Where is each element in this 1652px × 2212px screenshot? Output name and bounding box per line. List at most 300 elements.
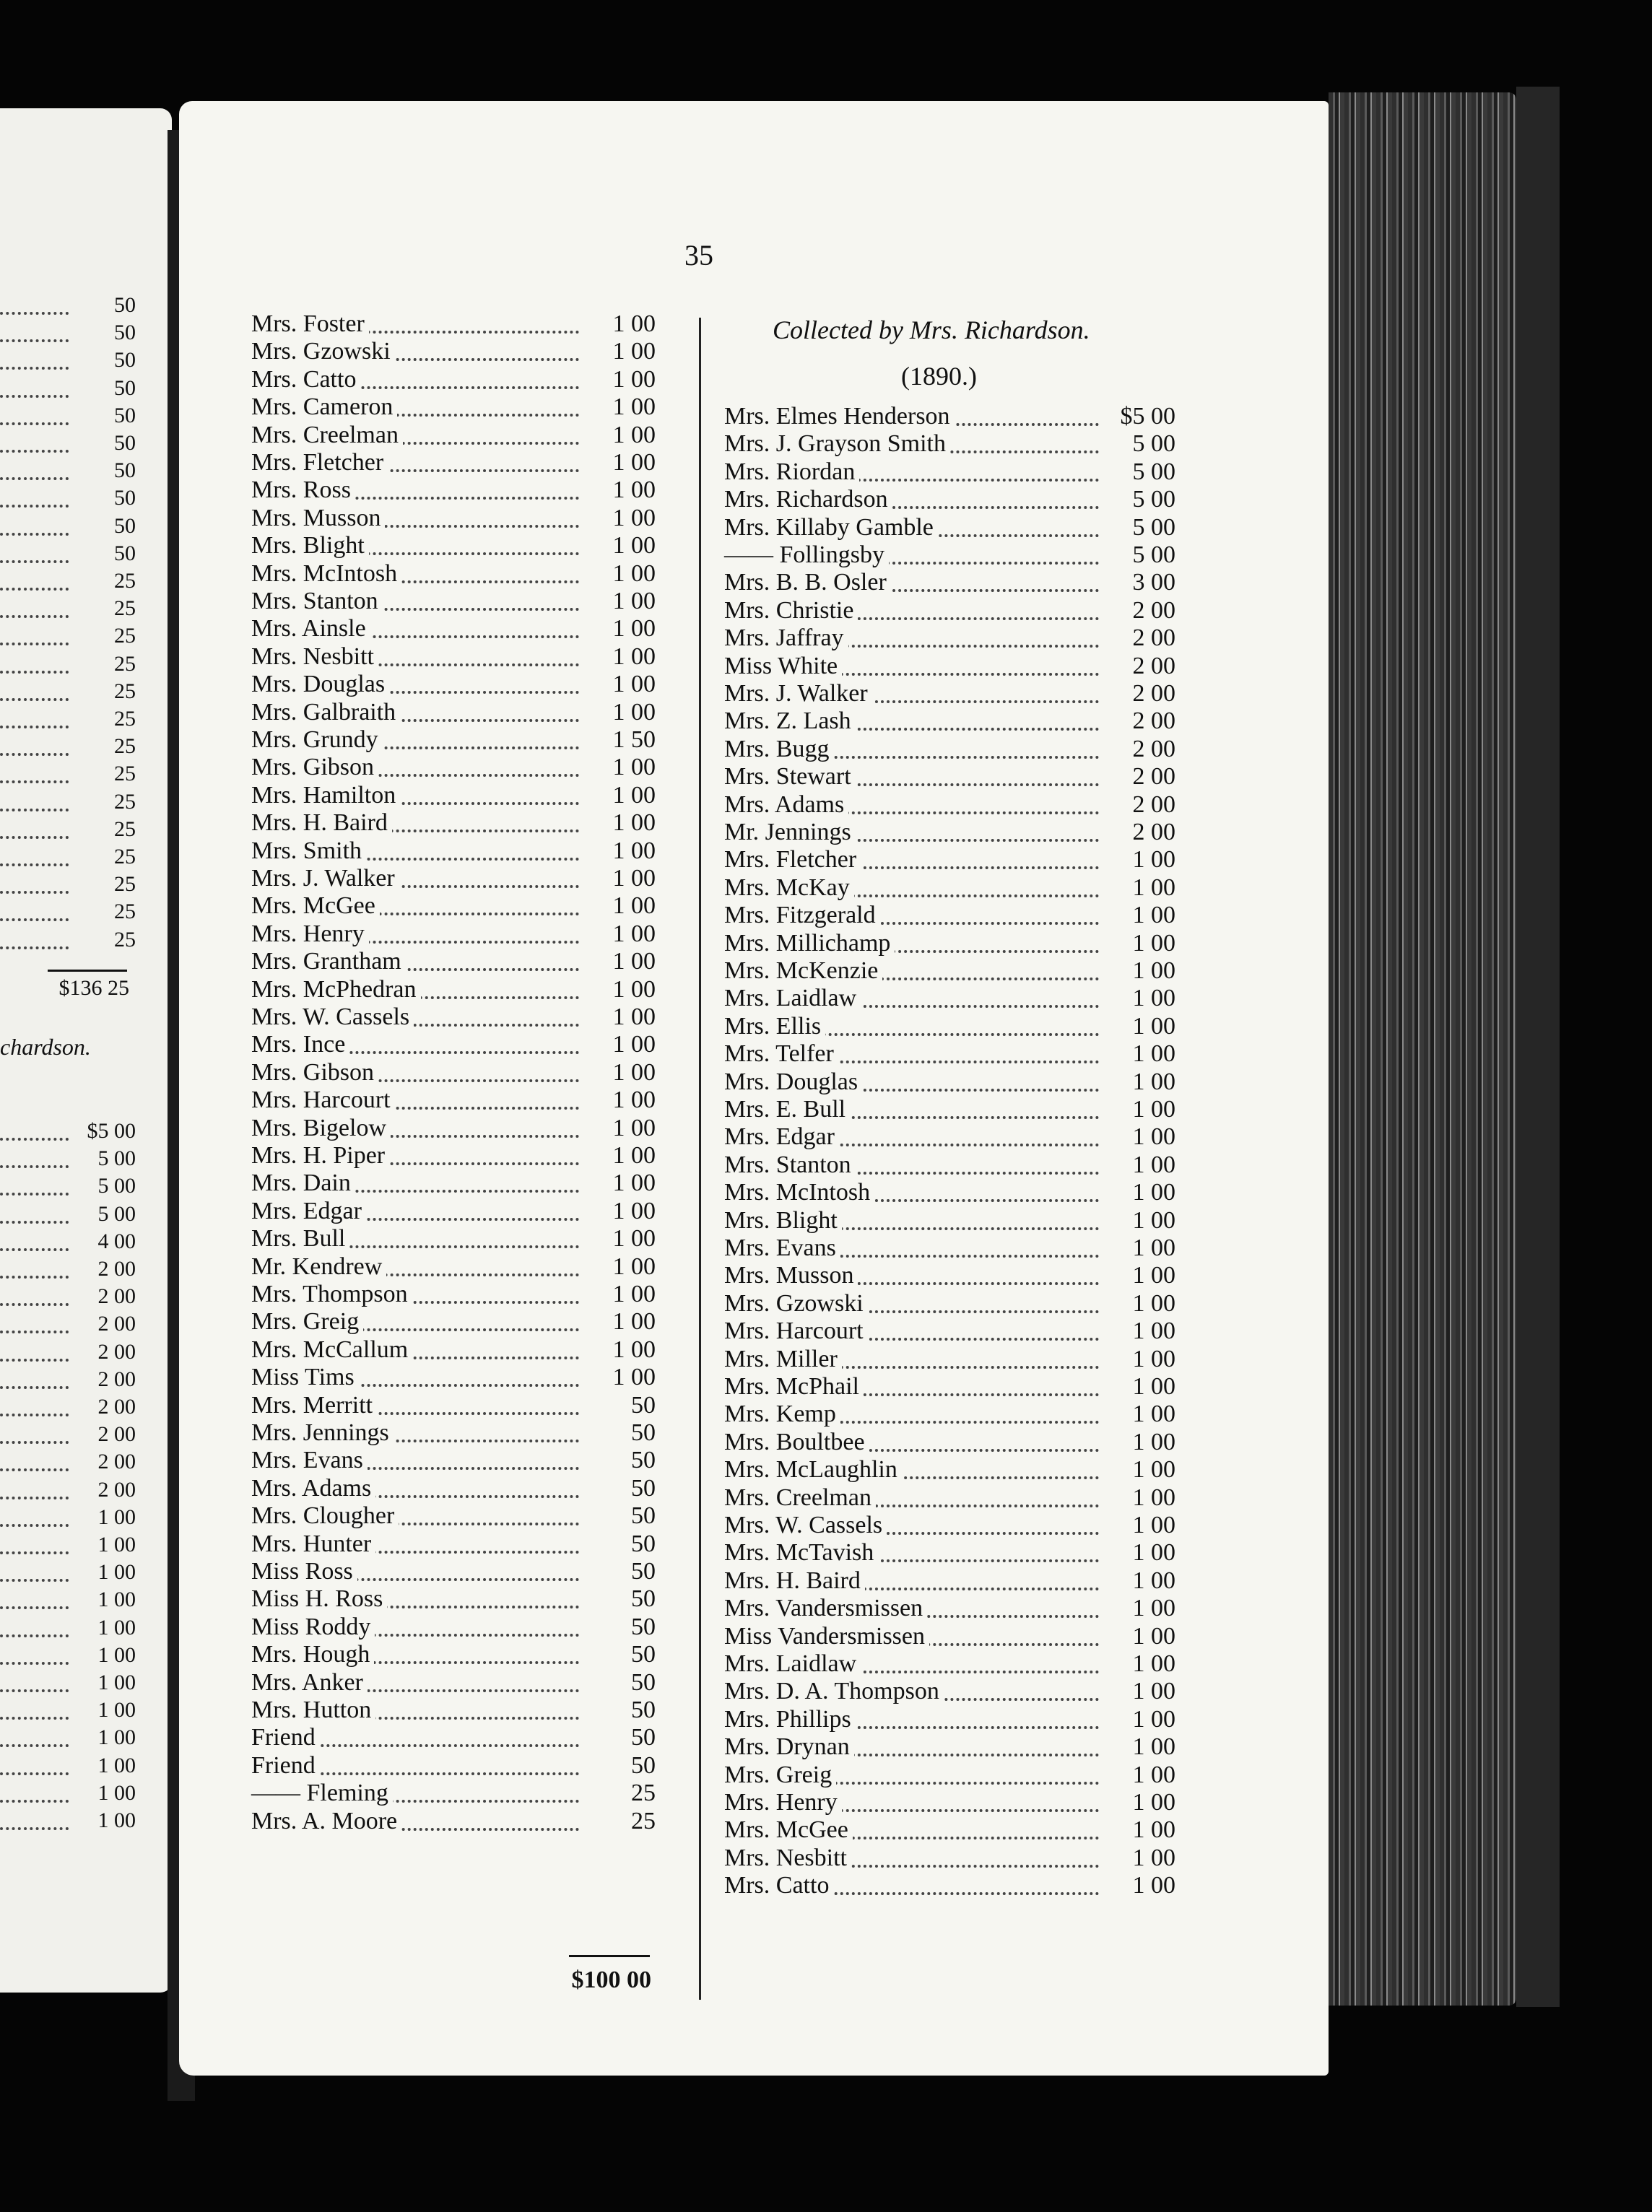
donation-amount: 1 00 bbox=[612, 393, 656, 421]
donation-amount: 50 bbox=[631, 1391, 656, 1419]
donation-amount: 5 00 bbox=[1132, 513, 1175, 541]
left-page-amount: 2 00 bbox=[97, 1312, 136, 1336]
donation-amount: 1 00 bbox=[1132, 1262, 1175, 1289]
left-page-amount: 1 00 bbox=[97, 1725, 136, 1750]
dot-leader bbox=[0, 422, 69, 453]
donation-amount: 1 00 bbox=[612, 310, 656, 337]
donor-name: Mrs. Vandersmissen bbox=[724, 1595, 927, 1622]
dot-leader bbox=[0, 836, 69, 866]
donor-name: Mrs. Kemp bbox=[724, 1401, 840, 1428]
dot-leader bbox=[0, 312, 69, 342]
left-page-total: $136 25 bbox=[58, 976, 129, 1000]
dot-leader bbox=[0, 643, 69, 674]
donor-name: Mrs. McPhail bbox=[724, 1373, 864, 1401]
donor-name: Mrs. Evans bbox=[724, 1235, 840, 1262]
dot-leader bbox=[0, 450, 69, 480]
donation-amount: 25 bbox=[631, 1807, 656, 1834]
donor-name: Friend bbox=[251, 1724, 320, 1751]
donor-name: Mrs. Hutton bbox=[251, 1697, 375, 1724]
left-total-rule bbox=[569, 1955, 650, 1957]
left-page-amount: 1 00 bbox=[97, 1560, 136, 1585]
donation-amount: 1 00 bbox=[1132, 1761, 1175, 1788]
donation-amount: 50 bbox=[631, 1585, 656, 1613]
column-divider bbox=[699, 318, 701, 2000]
left-page-amount: 4 00 bbox=[97, 1229, 136, 1253]
donor-name: Mrs. Evans bbox=[251, 1447, 368, 1474]
donation-amount: 5 00 bbox=[1132, 486, 1175, 513]
donation-amount: 1 00 bbox=[1132, 846, 1175, 874]
dot-leader bbox=[0, 1607, 69, 1637]
left-page-amount: 1 00 bbox=[97, 1533, 136, 1556]
donor-name: Mrs. J. Grayson Smith bbox=[724, 430, 950, 458]
donor-name: Mrs. Blight bbox=[251, 532, 369, 559]
donor-name: Mrs. Catto bbox=[251, 366, 360, 393]
donor-name: Mrs. Gzowski bbox=[724, 1290, 868, 1318]
donation-amount: 25 bbox=[631, 1780, 656, 1807]
donor-name: Mrs. Ross bbox=[251, 476, 355, 504]
dot-leader bbox=[0, 615, 69, 645]
dot-leader bbox=[0, 1303, 69, 1333]
dot-leader bbox=[0, 367, 69, 398]
dot-leader bbox=[0, 1745, 69, 1775]
donation-amount: 1 50 bbox=[612, 726, 656, 753]
dot-leader bbox=[0, 919, 69, 949]
donor-row bbox=[724, 403, 1175, 430]
left-page-amount: 5 00 bbox=[97, 1174, 136, 1198]
donation-amount: 1 00 bbox=[1132, 1179, 1175, 1206]
left-page-amount: 2 00 bbox=[97, 1395, 136, 1419]
dot-leader bbox=[0, 560, 69, 591]
donation-amount: 50 bbox=[631, 1724, 656, 1751]
donation-amount: 1 00 bbox=[612, 892, 656, 920]
left-page-amount: 50 bbox=[114, 293, 136, 317]
left-page-amount: 25 bbox=[114, 596, 136, 621]
donor-name: Mrs. Adams bbox=[724, 791, 848, 819]
donation-amount: 1 00 bbox=[1132, 1595, 1175, 1622]
left-page-amount: 50 bbox=[114, 321, 136, 345]
donation-amount: 1 00 bbox=[1132, 1733, 1175, 1761]
donor-name: Mr. Jennings bbox=[724, 819, 856, 846]
left-page-amount: 2 00 bbox=[97, 1422, 136, 1447]
donation-amount: 1 00 bbox=[612, 1087, 656, 1114]
donation-amount: 1 00 bbox=[1132, 1567, 1175, 1594]
donor-name: Mrs. Jennings bbox=[251, 1419, 394, 1447]
donation-amount: 50 bbox=[631, 1668, 656, 1696]
donation-amount: 1 00 bbox=[612, 559, 656, 587]
donation-amount: 50 bbox=[631, 1447, 656, 1474]
dot-leader bbox=[0, 1634, 69, 1665]
dot-leader bbox=[0, 1248, 69, 1279]
donor-name: Miss Roddy bbox=[251, 1614, 375, 1641]
donor-name: Mrs. Gzowski bbox=[251, 338, 395, 365]
donation-amount: 1 00 bbox=[1132, 1068, 1175, 1095]
left-page-amount: 50 bbox=[114, 403, 136, 427]
donation-amount: 1 00 bbox=[1132, 1096, 1175, 1123]
donor-name: Mrs. McLaughlin bbox=[724, 1456, 902, 1484]
donation-amount: 1 00 bbox=[612, 1142, 656, 1169]
donation-amount: 1 00 bbox=[1132, 1705, 1175, 1733]
dot-leader bbox=[0, 809, 69, 839]
donor-name: Mrs. McPhedran bbox=[251, 976, 421, 1003]
donation-amount: 2 00 bbox=[1132, 819, 1175, 845]
donation-amount: 1 00 bbox=[1132, 1040, 1175, 1068]
donation-amount: 1 00 bbox=[612, 643, 656, 670]
donor-name: Mrs. Drynan bbox=[724, 1733, 854, 1761]
donor-name: Mrs. McIntosh bbox=[724, 1179, 874, 1206]
donor-name: Mrs. Henry bbox=[724, 1789, 842, 1816]
donation-amount: 1 00 bbox=[612, 1336, 656, 1363]
dot-leader bbox=[0, 726, 69, 756]
donor-name: Mrs. Bigelow bbox=[251, 1115, 391, 1142]
page-35 bbox=[179, 101, 1329, 2076]
donation-amount: 1 00 bbox=[612, 837, 656, 864]
donor-name: Mrs. Christie bbox=[724, 597, 858, 624]
donor-name: Mrs. Gibson bbox=[251, 754, 378, 781]
donor-name: Mrs. Fletcher bbox=[251, 449, 388, 476]
left-page-amount: 25 bbox=[114, 927, 136, 952]
donation-amount: 2 00 bbox=[1132, 652, 1175, 679]
donor-name: Mrs. Dain bbox=[251, 1170, 355, 1197]
dot-leader bbox=[0, 1138, 69, 1168]
donation-amount: 1 00 bbox=[1132, 1816, 1175, 1844]
donor-name: Mrs. Blight bbox=[724, 1207, 842, 1235]
page-edges bbox=[1329, 92, 1516, 2006]
donation-amount: 1 00 bbox=[612, 449, 656, 476]
donation-amount: 1 00 bbox=[612, 1114, 656, 1141]
left-page-amount: 25 bbox=[114, 817, 136, 841]
donation-amount: 2 00 bbox=[1132, 763, 1175, 791]
donor-name: Mrs. Grundy bbox=[251, 726, 383, 754]
dot-leader bbox=[0, 698, 69, 728]
donation-amount: 1 00 bbox=[612, 948, 656, 975]
book-cover-edge bbox=[1516, 87, 1560, 2007]
donation-amount: 2 00 bbox=[1132, 596, 1175, 624]
dot-leader bbox=[0, 477, 69, 508]
donation-amount: 1 00 bbox=[1132, 1345, 1175, 1372]
donor-name: Mrs. W. Cassels bbox=[251, 1003, 414, 1031]
donation-amount: 1 00 bbox=[1132, 1235, 1175, 1261]
donor-name: Mrs. Henry bbox=[251, 920, 369, 948]
left-page-amount: 2 00 bbox=[97, 1450, 136, 1474]
dot-leader bbox=[0, 1331, 69, 1362]
donor-name: Miss Vandersmissen bbox=[724, 1623, 929, 1650]
donor-name: Mrs. Merritt bbox=[251, 1392, 377, 1419]
dot-leader bbox=[0, 1579, 69, 1609]
donor-name: Mrs. McIntosh bbox=[251, 560, 401, 588]
left-page-amount: 25 bbox=[114, 789, 136, 814]
donor-name: Mrs. Elmes Henderson bbox=[724, 403, 955, 430]
donor-name: Mrs. McKay bbox=[724, 874, 854, 902]
donor-name: Miss H. Ross bbox=[251, 1585, 387, 1613]
donor-name: Mrs. Fitzgerald bbox=[724, 902, 880, 929]
donation-amount: 1 00 bbox=[1132, 874, 1175, 901]
donor-name: Mrs. E. Bull bbox=[724, 1096, 850, 1123]
left-page-amount: 50 bbox=[114, 458, 136, 483]
donation-amount: 1 00 bbox=[612, 615, 656, 643]
donation-amount: 1 00 bbox=[612, 920, 656, 947]
donation-amount: 1 00 bbox=[612, 588, 656, 614]
donation-amount: 1 00 bbox=[612, 781, 656, 809]
donor-name: Mrs. Edgar bbox=[724, 1123, 839, 1151]
donor-name: Mrs. Bull bbox=[251, 1225, 349, 1253]
donor-name: Mrs. Boultbee bbox=[724, 1429, 869, 1456]
donation-amount: 1 00 bbox=[1132, 1789, 1175, 1816]
left-page-amount: 25 bbox=[114, 679, 136, 703]
donation-amount: 1 00 bbox=[612, 975, 656, 1003]
donation-amount: 2 00 bbox=[1132, 624, 1175, 652]
left-page-amount: 2 00 bbox=[97, 1257, 136, 1281]
donor-name: Mrs. McKenzie bbox=[724, 957, 882, 985]
donor-name: Mrs. Cameron bbox=[251, 393, 397, 421]
donor-name: Mrs. Thompson bbox=[251, 1281, 412, 1308]
donation-amount: 1 00 bbox=[1132, 1012, 1175, 1040]
donor-name: Mrs. Musson bbox=[251, 505, 385, 532]
donation-amount: 5 00 bbox=[1132, 541, 1175, 568]
donor-name: Mrs. A. Moore bbox=[251, 1808, 401, 1835]
donation-amount: 1 00 bbox=[612, 754, 656, 781]
donation-amount: 50 bbox=[631, 1502, 656, 1530]
donor-name: Mrs. Greig bbox=[724, 1762, 836, 1789]
left-page-amount: 1 00 bbox=[97, 1671, 136, 1694]
dot-leader bbox=[0, 533, 69, 563]
collection-year: (1890.) bbox=[901, 362, 977, 391]
left-page-amount: 25 bbox=[114, 900, 136, 924]
donor-name: Mrs. Ellis bbox=[724, 1013, 825, 1040]
donor-name: Mrs. Ainsle bbox=[251, 615, 370, 643]
donation-amount: 1 00 bbox=[1132, 1401, 1175, 1428]
donor-name: Mrs. Douglas bbox=[251, 671, 389, 698]
donation-amount: 50 bbox=[631, 1751, 656, 1779]
donation-amount: 1 00 bbox=[612, 1058, 656, 1086]
left-page-amount: 2 00 bbox=[97, 1367, 136, 1391]
donation-amount: $5 00 bbox=[1120, 403, 1175, 430]
dot-leader bbox=[0, 1414, 69, 1444]
donation-amount: 1 00 bbox=[612, 1308, 656, 1336]
donation-amount: 2 00 bbox=[1132, 791, 1175, 818]
left-page-amount: 1 00 bbox=[97, 1698, 136, 1723]
donor-name: Mrs. Foster bbox=[251, 310, 369, 338]
donation-amount: 2 00 bbox=[1132, 735, 1175, 762]
dot-leader bbox=[0, 339, 69, 370]
donation-amount: 1 00 bbox=[612, 1031, 656, 1058]
donation-amount: 5 00 bbox=[1132, 430, 1175, 458]
left-page-amount: 25 bbox=[114, 707, 136, 731]
left-page-amount: 1 00 bbox=[97, 1753, 136, 1777]
dot-leader bbox=[0, 753, 69, 783]
donation-amount: 1 00 bbox=[612, 1253, 656, 1280]
donor-name: Mrs. W. Cassels bbox=[724, 1512, 887, 1539]
donor-name: Mrs. Harcourt bbox=[251, 1087, 395, 1114]
donor-name: Mrs. Bugg bbox=[724, 736, 833, 763]
donor-name: Mrs. Clougher bbox=[251, 1502, 399, 1530]
donation-amount: 1 00 bbox=[612, 365, 656, 393]
donor-name: Mrs. Grantham bbox=[251, 948, 406, 975]
dot-leader bbox=[0, 1551, 69, 1582]
donation-amount: 1 00 bbox=[1132, 1206, 1175, 1234]
donor-name: Mrs. H. Baird bbox=[724, 1567, 865, 1595]
donor-name: Mrs. Greig bbox=[251, 1308, 363, 1336]
donation-amount: 1 00 bbox=[612, 671, 656, 698]
donor-name: Mrs. Anker bbox=[251, 1669, 368, 1697]
dot-leader bbox=[0, 588, 69, 618]
donor-name: Mrs. Jaffray bbox=[724, 624, 848, 652]
left-page-amount: 2 00 bbox=[97, 1339, 136, 1364]
donation-amount: 1 00 bbox=[1132, 1512, 1175, 1538]
left-page-amount: 1 00 bbox=[97, 1780, 136, 1805]
donation-amount: 1 00 bbox=[1132, 902, 1175, 929]
left-page-amount: 25 bbox=[114, 845, 136, 868]
donor-name: Mrs. Killaby Gamble bbox=[724, 514, 938, 541]
donor-name: Mrs. Hough bbox=[251, 1641, 374, 1668]
donation-amount: 50 bbox=[631, 1613, 656, 1640]
left-page-amount: 1 00 bbox=[97, 1808, 136, 1832]
donor-name: Mrs. Laidlaw bbox=[724, 1650, 861, 1678]
donation-amount: 1 00 bbox=[1132, 1373, 1175, 1400]
donor-name: Mrs. McGee bbox=[724, 1816, 853, 1844]
donation-amount: 1 00 bbox=[612, 338, 656, 365]
donation-amount: 1 00 bbox=[612, 1281, 656, 1307]
donor-name: Mrs. Laidlaw bbox=[724, 985, 861, 1012]
donor-name: Mrs. Nesbitt bbox=[724, 1845, 851, 1872]
left-page-amount: $5 00 bbox=[87, 1119, 136, 1143]
donation-amount: 1 00 bbox=[612, 476, 656, 504]
donation-amount: 1 00 bbox=[1132, 929, 1175, 957]
donor-name: Mrs. H. Piper bbox=[251, 1142, 389, 1170]
left-page-amount: 1 00 bbox=[97, 1615, 136, 1640]
donor-name: Mrs. McGee bbox=[251, 892, 380, 920]
donor-name: Mrs. Smith bbox=[251, 837, 366, 865]
donor-name: Mrs. B. B. Osler bbox=[724, 569, 891, 596]
donor-name: Mrs. Z. Lash bbox=[724, 707, 856, 735]
donation-amount: 50 bbox=[631, 1697, 656, 1723]
donor-name: Mrs. J. Walker bbox=[724, 680, 872, 707]
left-page-total-rule bbox=[48, 970, 127, 972]
dot-leader bbox=[0, 1165, 69, 1196]
donation-amount: 1 00 bbox=[612, 504, 656, 531]
donor-name: Mrs. H. Baird bbox=[251, 809, 392, 837]
donor-row bbox=[724, 1872, 1175, 1899]
donor-name: Mrs. D. A. Thompson bbox=[724, 1678, 944, 1705]
donation-amount: 1 00 bbox=[1132, 1622, 1175, 1650]
donor-name: Mrs. McTavish bbox=[724, 1539, 878, 1567]
left-page-amount: 2 00 bbox=[97, 1477, 136, 1502]
left-page-amount: 50 bbox=[114, 486, 136, 510]
donor-name: Mrs. Creelman bbox=[724, 1484, 876, 1512]
dot-leader bbox=[0, 1497, 69, 1527]
donor-name: Mrs. Miller bbox=[724, 1346, 842, 1373]
donor-name: Mrs. McCallum bbox=[251, 1336, 412, 1364]
dot-leader bbox=[0, 1524, 69, 1554]
dot-leader bbox=[0, 1386, 69, 1416]
donation-amount: 1 00 bbox=[612, 1225, 656, 1253]
left-page-amount: 25 bbox=[114, 624, 136, 648]
donation-amount: 1 00 bbox=[1132, 1539, 1175, 1567]
donation-amount: 1 00 bbox=[1132, 985, 1175, 1012]
donor-name: Mrs. Phillips bbox=[724, 1706, 856, 1733]
donor-name: Mrs. Creelman bbox=[251, 422, 403, 449]
dot-leader bbox=[0, 1800, 69, 1830]
dot-leader bbox=[0, 505, 69, 536]
left-page-amount: 25 bbox=[114, 734, 136, 759]
donation-amount: 1 00 bbox=[612, 1003, 656, 1030]
donor-name: Mrs. Hamilton bbox=[251, 782, 400, 809]
donation-amount: 2 00 bbox=[1132, 680, 1175, 707]
donor-name: Miss White bbox=[724, 653, 842, 680]
donor-row bbox=[251, 1808, 656, 1835]
donation-amount: 1 00 bbox=[1132, 1318, 1175, 1345]
donation-amount: 5 00 bbox=[1132, 458, 1175, 485]
donor-name: Mrs. Riordan bbox=[724, 458, 859, 486]
dot-leader bbox=[0, 395, 69, 425]
donor-name: Mrs. J. Walker bbox=[251, 865, 399, 892]
donation-amount: 1 00 bbox=[1132, 1456, 1175, 1484]
left-page-amount: 1 00 bbox=[97, 1588, 136, 1612]
donor-name: Mrs. Richardson bbox=[724, 486, 892, 513]
dot-leader bbox=[0, 1689, 69, 1720]
donor-name: Mrs. Catto bbox=[724, 1872, 833, 1899]
left-page-amount: 50 bbox=[114, 431, 136, 455]
left-page-amount: 25 bbox=[114, 651, 136, 676]
donor-name: Mrs. Harcourt bbox=[724, 1318, 868, 1345]
left-page-amount: 1 00 bbox=[97, 1642, 136, 1667]
donation-amount: 50 bbox=[631, 1530, 656, 1557]
dot-leader bbox=[0, 1359, 69, 1389]
donor-name: Mrs. Telfer bbox=[724, 1040, 838, 1068]
left-page-text bbox=[0, 0, 173, 2212]
left-page-amount: 25 bbox=[114, 569, 136, 593]
left-page-amount: 25 bbox=[114, 762, 136, 786]
left-page-amount: 2 00 bbox=[97, 1284, 136, 1309]
dot-leader bbox=[0, 1662, 69, 1692]
dot-leader bbox=[0, 1772, 69, 1803]
donor-name: Mrs. Nesbitt bbox=[251, 643, 378, 671]
dot-leader bbox=[0, 671, 69, 701]
left-page-amount: 1 00 bbox=[97, 1505, 136, 1529]
collector-heading: Collected by Mrs. Richardson. bbox=[773, 315, 1090, 344]
left-page-amount: 50 bbox=[114, 513, 136, 538]
donor-name: —— Fleming bbox=[251, 1780, 393, 1807]
left-page-amount: 5 00 bbox=[97, 1201, 136, 1226]
donation-amount: 1 00 bbox=[1132, 1289, 1175, 1317]
donor-name: Mrs. Edgar bbox=[251, 1198, 366, 1225]
donation-amount: 2 00 bbox=[1132, 707, 1175, 735]
donation-amount: 1 00 bbox=[612, 532, 656, 559]
dot-leader bbox=[0, 1276, 69, 1306]
donor-name: Mrs. Hunter bbox=[251, 1530, 375, 1558]
dot-leader bbox=[0, 1193, 69, 1224]
donor-name: Miss Tims bbox=[251, 1364, 359, 1391]
donor-name: —— Follingsby bbox=[724, 541, 889, 569]
donation-amount: 50 bbox=[631, 1419, 656, 1446]
donor-name: Mr. Kendrew bbox=[251, 1253, 386, 1281]
donation-amount: 1 00 bbox=[1132, 957, 1175, 984]
donation-amount: 1 00 bbox=[612, 1197, 656, 1224]
left-page-amount: 50 bbox=[114, 375, 136, 400]
donation-amount: 1 00 bbox=[612, 421, 656, 448]
page-number: 35 bbox=[684, 239, 713, 271]
donation-amount: 3 00 bbox=[1132, 569, 1175, 596]
donor-name: Mrs. Stanton bbox=[251, 588, 383, 615]
donor-row bbox=[724, 430, 1175, 458]
donor-name: Mrs. Fletcher bbox=[724, 846, 861, 874]
donation-amount: 50 bbox=[631, 1641, 656, 1668]
dot-leader bbox=[0, 781, 69, 811]
donation-amount: 1 00 bbox=[612, 1364, 656, 1391]
donor-name: Mrs. Stanton bbox=[724, 1151, 856, 1179]
dot-leader bbox=[0, 1469, 69, 1499]
left-page-amount: 50 bbox=[114, 348, 136, 373]
donation-amount: 1 00 bbox=[612, 1170, 656, 1197]
